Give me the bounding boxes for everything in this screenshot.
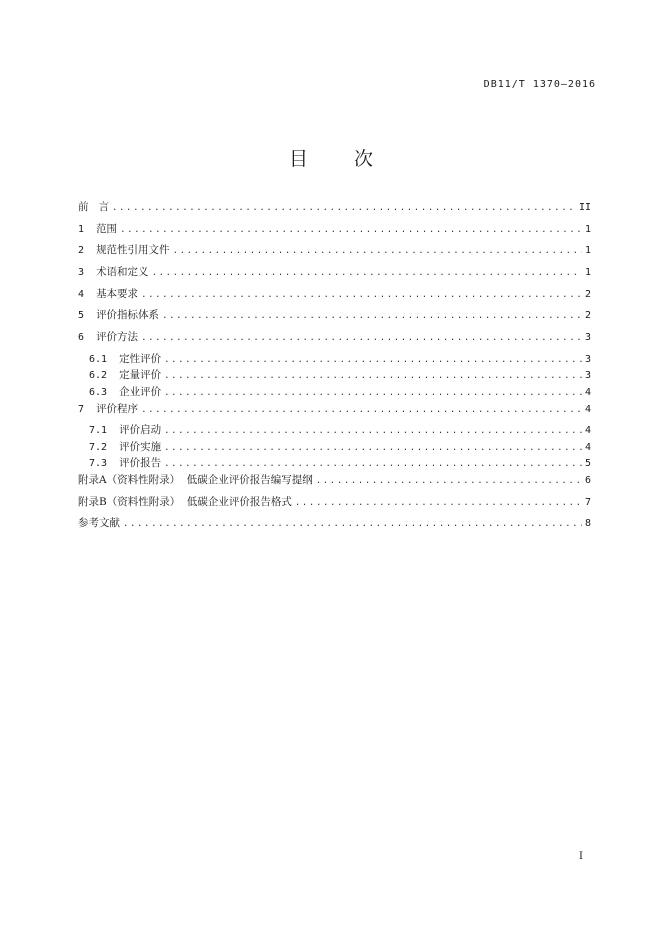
toc-entry-page: 2 [584,310,591,322]
toc-entry-page: 1 [584,267,591,279]
toc-entry[interactable] [78,439,591,456]
toc-leader-dots [164,423,582,439]
toc-leader-dots [141,402,582,418]
toc-leader-dots [164,352,582,368]
toc-entry-label: 附录A（资料性附录） 低碳企业评价报告编写提纲 [78,474,313,487]
toc-leader-dots [141,330,582,346]
toc-entry-label: 规范性引用文件 [96,244,170,257]
toc-entry-label: 企业评价 [119,386,162,398]
toc-entry-label: 前 言 [78,201,110,213]
toc-entry-page: 4 [584,403,591,415]
toc-entry[interactable] [78,401,591,423]
toc-entry-number: 6.3 [89,387,120,398]
document-code: DB11/T 1370—2016 [483,79,596,90]
toc-entry-page: 7 [584,496,591,508]
toc-entry-label: 评价启动 [119,424,162,437]
toc-leader-dots [164,385,582,401]
toc-entry-number: 7.3 [89,458,120,470]
toc-entry-number: 6 [78,332,97,344]
toc-entry[interactable] [78,307,591,329]
page-number: I [579,851,583,862]
toc-leader-dots [152,265,582,281]
toc-entry-page: 5 [584,458,591,470]
toc-leader-dots [162,308,582,324]
toc-leader-dots [164,440,582,456]
toc-entry-page: 3 [584,353,591,365]
toc-entry-number: 6.2 [89,370,120,382]
table-of-contents [78,199,591,537]
toc-leader-dots [295,495,582,511]
toc-entry[interactable] [78,515,591,537]
toc-entry-number: 2 [78,245,97,257]
toc-entry-number: 7.2 [89,441,120,453]
toc-entry-page: II [578,202,591,213]
toc-entry[interactable] [78,286,591,308]
toc-entry-number: 6.1 [89,353,120,365]
toc-leader-dots [141,287,582,303]
toc-entry[interactable] [78,221,591,243]
toc-entry-number: 7 [78,403,97,415]
toc-entry-label: 参考文献 [78,517,120,530]
toc-entry-label: 评价程序 [96,402,139,415]
toc-entry-label: 附录B（资料性附录） 低碳企业评价报告格式 [78,495,292,508]
toc-entry-page: 3 [584,332,591,344]
toc-entry[interactable] [78,384,591,401]
toc-entry[interactable] [78,472,591,494]
toc-entry-label: 评价实施 [119,440,162,453]
toc-entry[interactable] [78,351,591,368]
toc-entry-label: 评价指标体系 [96,309,160,322]
toc-entry-number: 1 [78,223,97,235]
toc-entry-label: 定性评价 [119,352,162,365]
toc-entry-label: 评价方法 [96,331,139,344]
toc-leader-dots [316,473,582,489]
toc-entry-page: 1 [584,223,591,235]
toc-entry[interactable] [78,264,591,286]
toc-entry-page: 2 [584,288,591,300]
toc-entry-page: 8 [584,518,591,530]
toc-entry[interactable] [78,329,591,351]
toc-entry-page: 4 [584,425,591,437]
toc-entry[interactable] [78,494,591,516]
toc-entry-page: 4 [584,387,591,398]
toc-entry-page: 1 [584,245,591,257]
toc-entry-label: 术语和定义 [96,266,149,279]
toc-leader-dots [164,368,582,384]
toc-entry-number: 3 [78,267,97,279]
toc-leader-dots [120,222,582,238]
toc-title: 目 次 [288,148,394,170]
toc-leader-dots [112,200,576,216]
toc-entry-number: 4 [78,288,97,300]
toc-leader-dots [123,516,582,532]
toc-entry[interactable] [78,422,591,439]
toc-entry[interactable] [78,455,591,472]
toc-leader-dots [173,243,582,259]
toc-entry-label: 基本要求 [96,287,139,300]
toc-entry-number: 5 [78,310,97,322]
toc-entry-page: 6 [584,475,591,487]
toc-entry-label: 范围 [96,222,118,235]
toc-entry[interactable] [78,367,591,384]
toc-entry-number: 7.1 [89,425,120,437]
toc-entry-page: 3 [584,370,591,382]
toc-entry[interactable] [78,199,591,221]
toc-entry-label: 定量评价 [119,369,162,382]
toc-entry[interactable] [78,242,591,264]
toc-leader-dots [164,456,582,472]
toc-entry-label: 评价报告 [119,457,162,470]
toc-entry-page: 4 [584,441,591,453]
